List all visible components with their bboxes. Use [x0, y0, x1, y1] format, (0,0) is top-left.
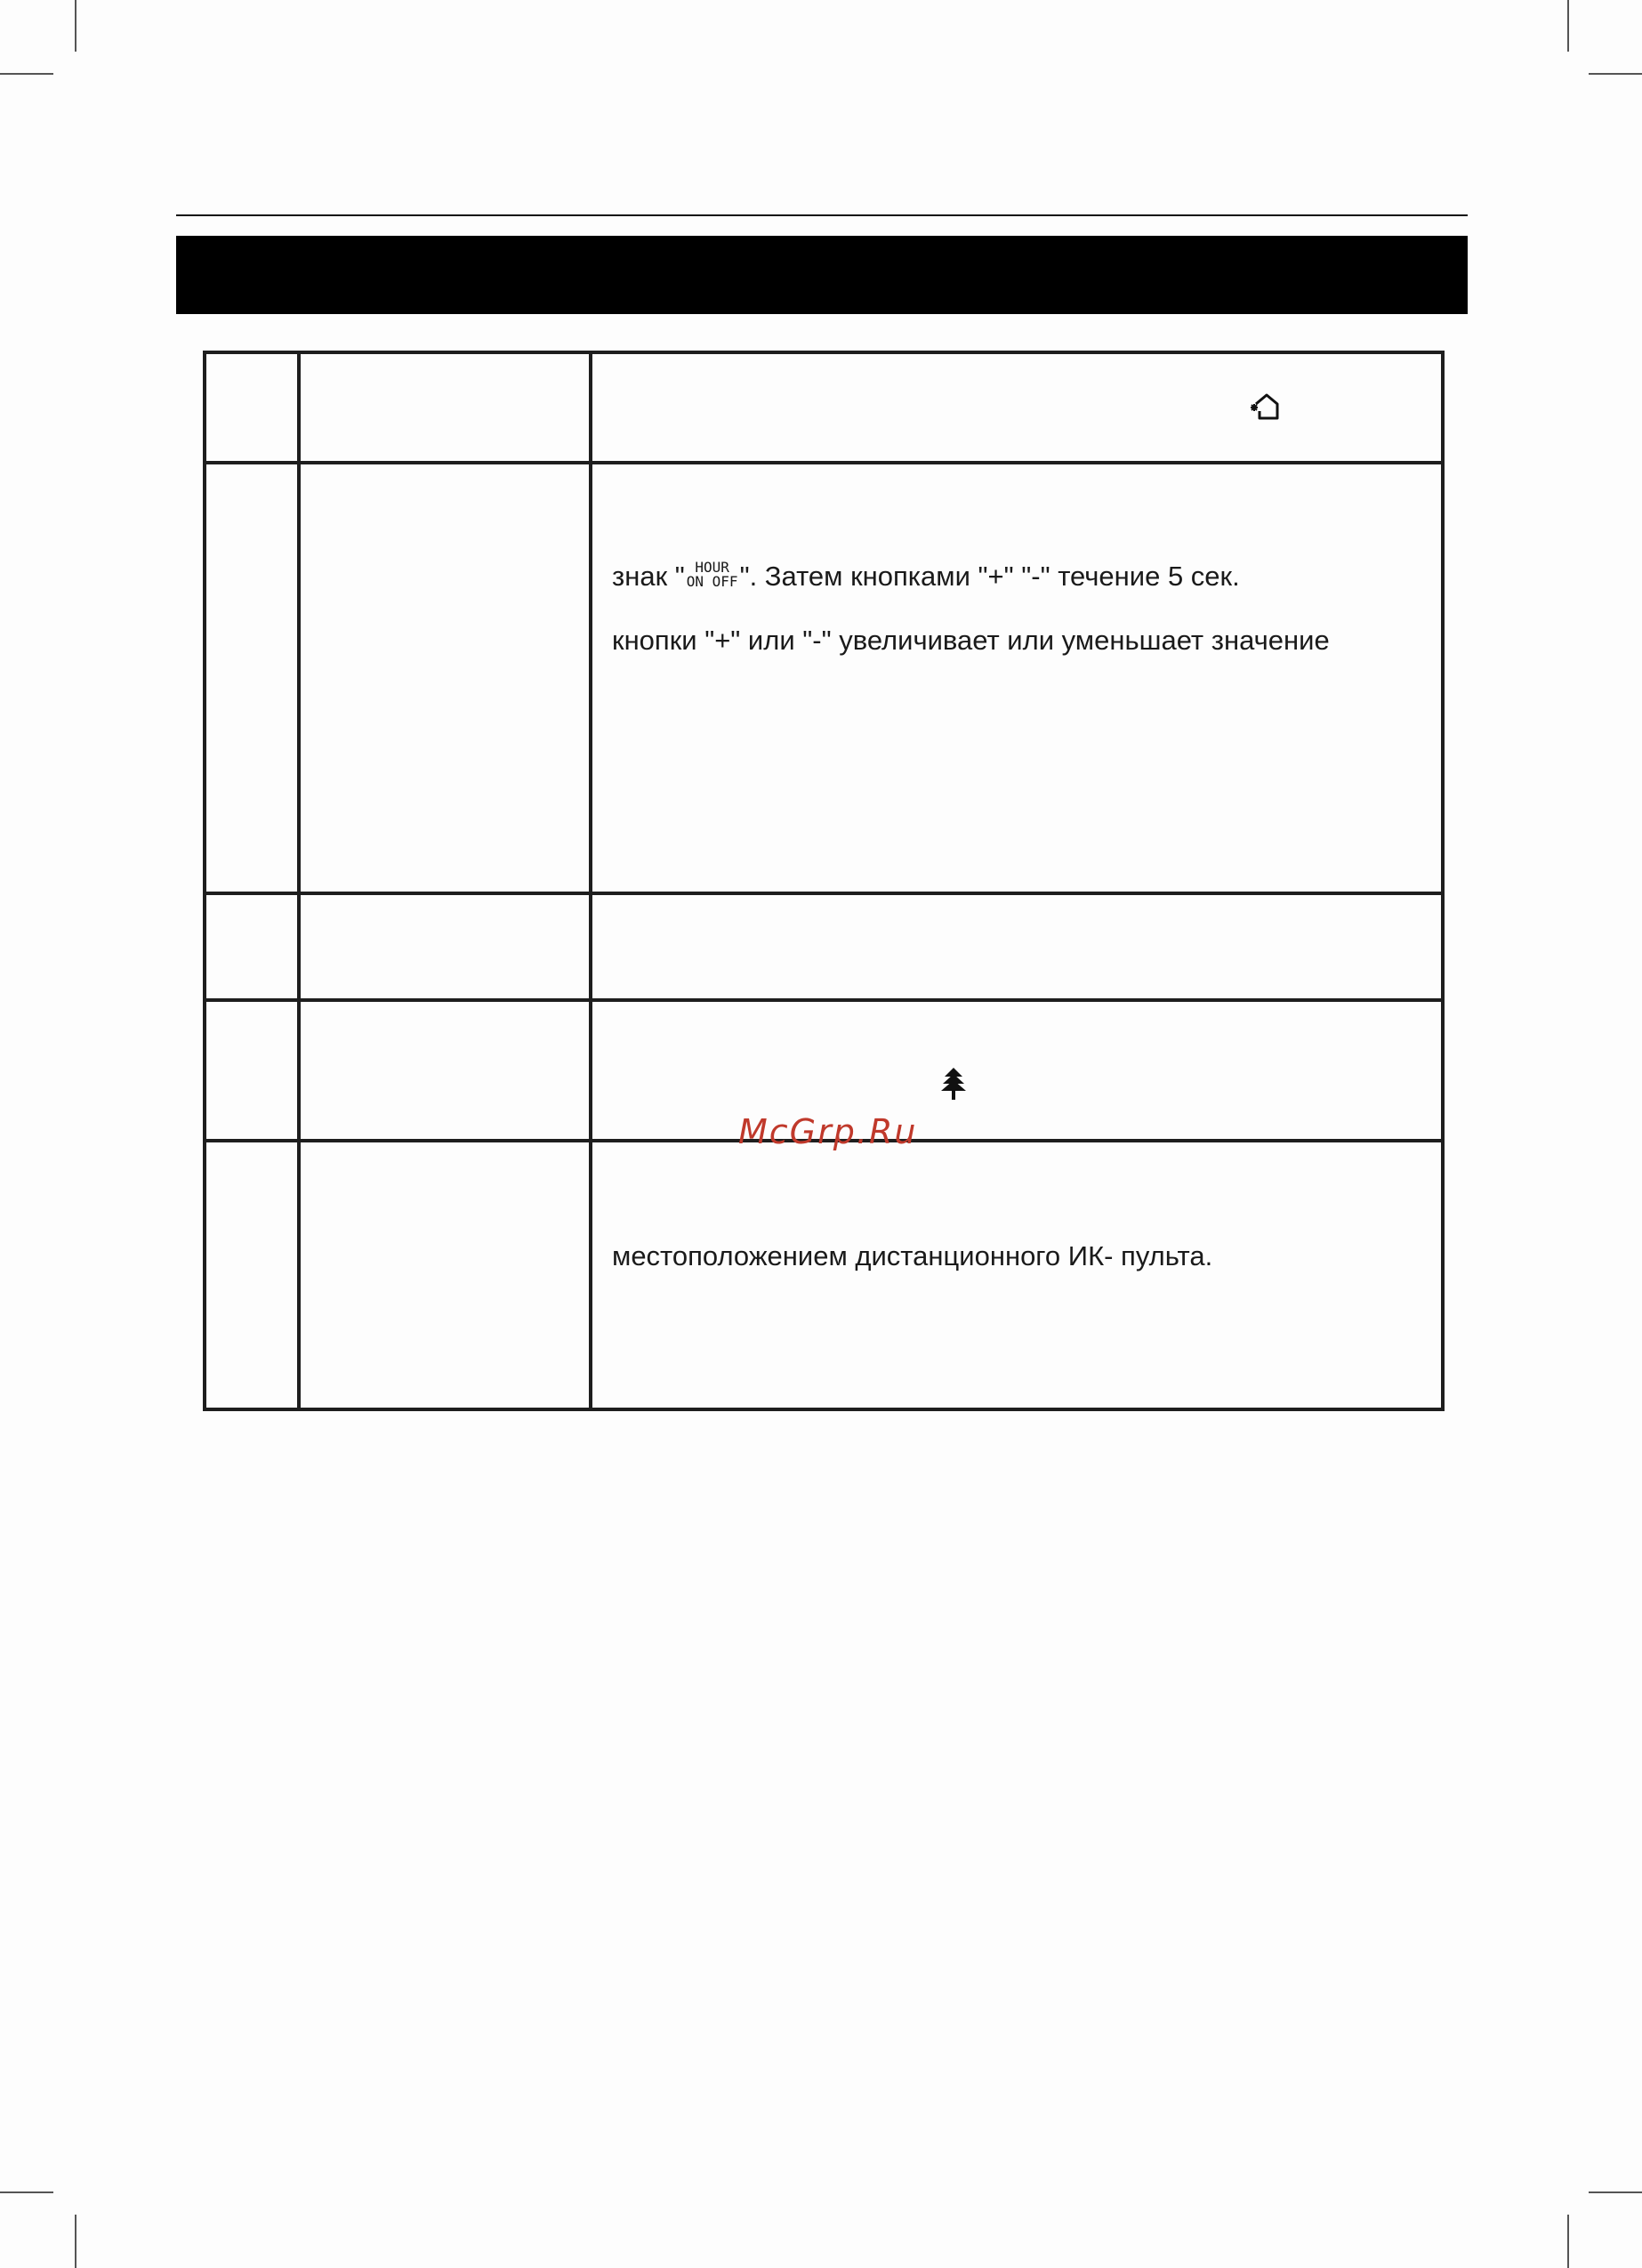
watermark-logo: McGrp.Ru — [738, 1112, 918, 1151]
tree-icon — [938, 1066, 970, 1102]
row-description-cell — [591, 1141, 1443, 1409]
crop-mark — [1567, 2215, 1569, 2268]
description-text: ". Затем кнопками "+" "-" течение 5 сек. — [739, 561, 1240, 592]
house-fan-icon — [1247, 388, 1283, 424]
glyph-top-label: HOUR — [695, 558, 729, 576]
row-description-cell — [591, 352, 1443, 463]
row-number-cell — [205, 352, 299, 463]
row-description-cell — [591, 1000, 1443, 1141]
crop-mark — [0, 2191, 53, 2193]
row-title-cell — [299, 1141, 591, 1409]
crop-mark — [1567, 0, 1569, 52]
row-title-cell — [299, 463, 591, 893]
glyph-bottom-label: ON OFF — [686, 572, 738, 590]
row-number-cell — [205, 1141, 299, 1409]
description-line: кнопки "+" или "-" увеличивает или уменьшает значение — [612, 625, 1330, 656]
row-number-cell — [205, 463, 299, 893]
row-title-cell — [299, 352, 591, 463]
crop-mark — [1589, 2191, 1642, 2193]
description-line — [612, 558, 1240, 593]
crop-mark — [1589, 73, 1642, 75]
top-rule — [176, 214, 1468, 216]
row-title-cell — [299, 1000, 591, 1141]
table-row — [205, 893, 1443, 1000]
spec-table — [203, 351, 1445, 1411]
section-header-band — [176, 236, 1468, 314]
row-number-cell — [205, 893, 299, 1000]
table-row — [205, 463, 1443, 893]
row-number-cell — [205, 1000, 299, 1141]
description-line: местоположением дистанционного ИК- пульта. — [612, 1240, 1213, 1271]
row-description-cell — [591, 893, 1443, 1000]
crop-mark — [75, 2215, 76, 2268]
table-row — [205, 352, 1443, 463]
row-description-cell — [591, 463, 1443, 893]
table-row — [205, 1141, 1443, 1409]
crop-mark — [0, 73, 53, 75]
row-title-cell — [299, 893, 591, 1000]
description-text: знак " — [612, 561, 685, 592]
hour-onoff-glyph — [686, 558, 738, 590]
crop-mark — [75, 0, 76, 52]
